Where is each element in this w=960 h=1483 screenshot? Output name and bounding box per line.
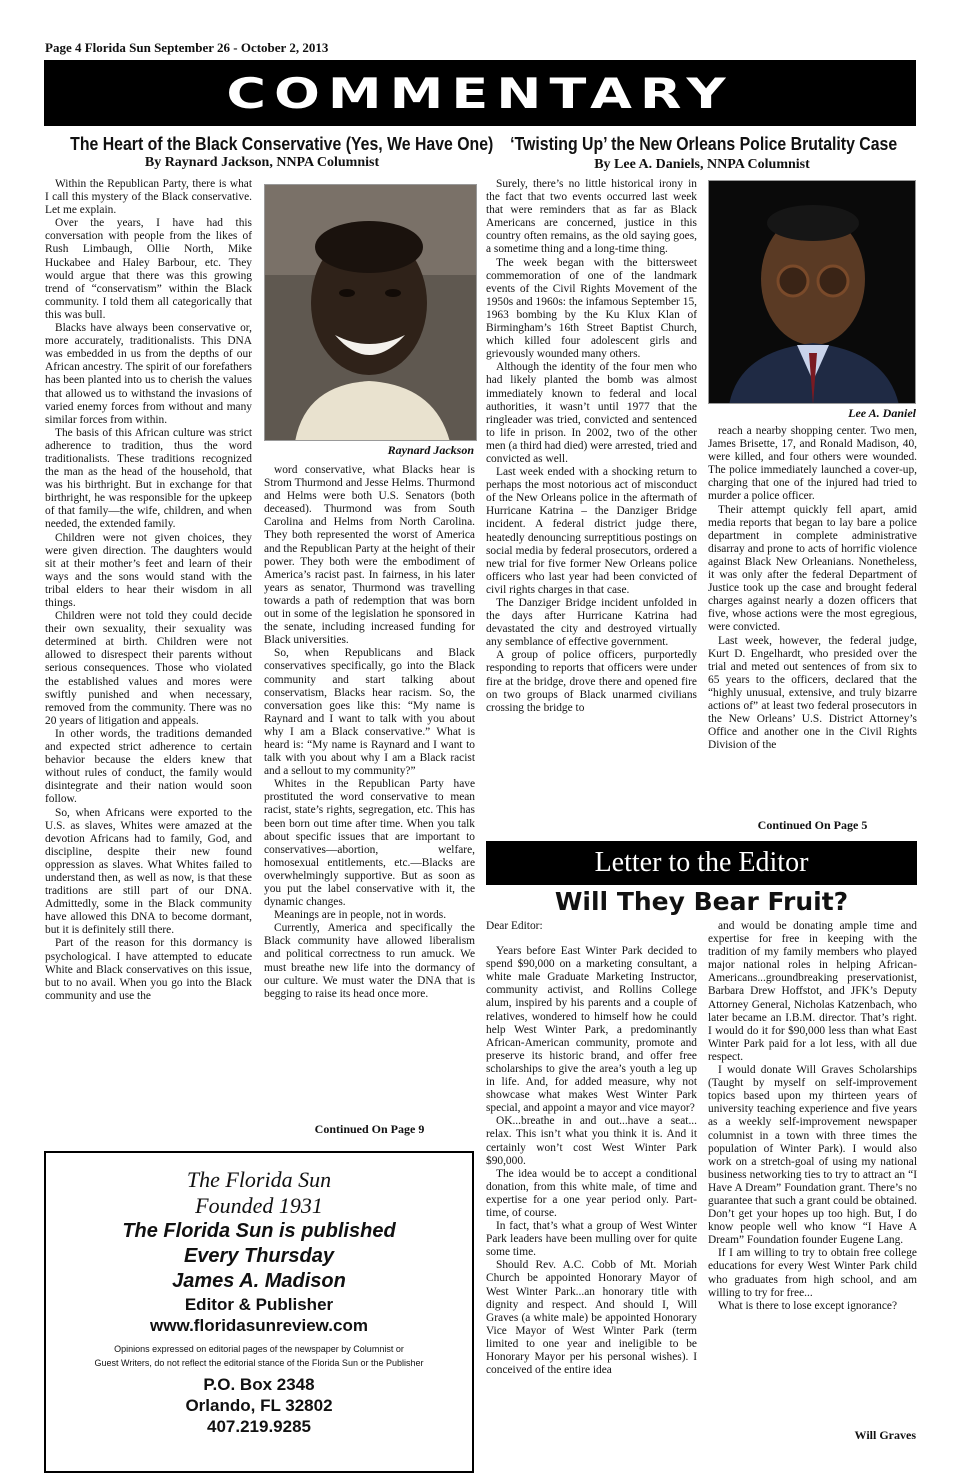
paragraph: Meanings are in people, not in words. <box>274 909 447 922</box>
article1-byline: By Raynard Jackson, NNPA Columnist <box>144 155 380 170</box>
article2-byline: By Lee A. Daniels, NNPA Columnist <box>594 157 810 172</box>
paragraph: Currently, America and specifically the Black community have allowed liberalism and political correctness to run amuck. We must breathe new life into the dormancy of our culture. We must water the DNA that is begging to raise its head once more. <box>264 922 475 1000</box>
paragraph: So, when Africans were exported to the U.S. as slaves, Whites were amazed at the devotion Africans had to family, God, and discipline, despite their new found oppression as slaves. What Whites failed to understand then, as well as now, is that these traditions are still part of our DNA. Admittedly, some in the Black community have allowed this DNA to become dormant, but it is definitely still there. <box>45 806 252 937</box>
masthead-name: The Florida Sun <box>186 1167 332 1192</box>
section-banner-title: COMMENTARY <box>226 68 734 118</box>
masthead-city: Orlando, FL 32802 <box>185 1396 333 1415</box>
paragraph: The idea would be to accept a conditional donation, from this white male, of time and expertise for a one year period only. Part-time, of course. <box>486 1167 697 1219</box>
paragraph: and would be donating ample time and expertise for free in keeping with the tradition of my family members who played major national roles in helping African-Americans...groundbreaking preservationist, Barbara Drew Hoffstot, and JFK’s Deputy Attorney General, Nicholas Katzenbach, who later became an I.B.M. director. That’s right. I would do it for $90,000 less than what East Winter Park paid for a lot less, with all due respect. <box>708 920 917 1063</box>
article1-continued: Continued On Page 9 <box>314 1122 425 1136</box>
section-banner <box>44 60 916 126</box>
masthead-po-box: P.O. Box 2348 <box>203 1375 315 1394</box>
paragraph: word conservative, what Blacks hear is Strom Thurmond and Jesse Helms. Thurmond and Helms were both U.S. Senators (both deceased). Thurmond was from South Carolina and Helms from North Carolina. They both represented the worst of America and the Republican Party at the height of their power. They both were the embodiment of America’s racist past. In fairness, in his later years as senator, Thurmond was travelling towards a path of redemption that was born out in some of the legislation he sponsored in the senate, including increased funding for Black universities. <box>264 464 475 647</box>
paragraph: The basis of this African culture was strict adherence to tradition, thus the word traditionalists. These traditions recognized the man as the head of the household, that was his birthright. But in exchange for that birthright, he was responsible for the upkeep of that family—the wife, children, and when needed, the extended family. <box>45 426 252 531</box>
article2-column2 <box>708 425 917 818</box>
paragraph: reach a nearby shopping center. Two men, James Brisette, 17, and Ronald Madison, 40, were killed, and four others were wounded. The police immediately launched a cover-up, charging that one of the injured had tried to murder a police officer. <box>708 425 917 503</box>
paragraph: Part of the reason for this dormancy is psychological. I have attempted to educate White and Black conservatives on this issue, but to no avail. When you go into the Black community and use the <box>45 937 252 1002</box>
paragraph: OK...breathe in and out...have a seat... relax. This isn’t what you think it is. And it certainly won’t cost West Winter Park $90,000. <box>486 1115 697 1167</box>
article1-column2 <box>264 464 475 1124</box>
letter-signature: Will Graves <box>854 1428 916 1442</box>
page-folio: Page 4 Florida Sun September 26 - October 2, 2013 <box>45 40 329 55</box>
paragraph: Children were not told they could decide their own sexuality, their sexuality was determined at birth. Children were not allowed to disrespect their parents without serious consequences. Those who violated the established values and mores were swiftly punished and when necessary, removed from the community. There was no 20 years of litigation and appeals. <box>45 610 252 727</box>
masthead-published: The Florida Sun is published <box>122 1220 396 1242</box>
letter-title: Will They Bear Fruit? <box>554 887 849 916</box>
paragraph: In other words, the traditions demanded and expected strict adherence to certain behavior because the elders knew that without rules of conduct, the family would disintegrate and their nation would soon follow. <box>45 727 252 806</box>
paragraph: Last week, however, the federal judge, Kurt D. Engelhardt, who presided over the trial and meted out sentences of from six to 65 years to the officers, declared that the “highly unusual, extensive, and truly bizarre actions of” at least two federal prosecutors in the New Orleans’ U.S. District Attorney’s Office and another one in the Civil Rights Division of the <box>708 634 917 752</box>
paragraph: Should Rev. A.C. Cobb of Mt. Moriah Church be appointed Honorary Mayor of West Winter Park...an honorary title with dignity and respect. And should I, Will Graves (a white male) be appointed Honorary Vice Mayor of West Winter Park (term limited to one year and ineligible to be Honorary Mayor per his personal wishes). I conceived of the entire idea <box>486 1259 697 1377</box>
letter-section-title: Letter to the Editor <box>594 847 809 878</box>
letter-salutation: Dear Editor: <box>486 920 543 932</box>
paragraph: Last week ended with a shocking return to perhaps the most notorious act of misconduct of the New Orleans police in the aftermath of Hurricane Katrina – the Danziger Bridge incident. A federal district judge there, heatedly denouncing surreptitious postings on social media by federal prosecutors, ordered a new trial for five former New Orleans police officers who last year had been convicted of civil rights charges in that case. <box>486 466 697 596</box>
masthead-box <box>44 1151 474 1473</box>
paragraph: So, when Republicans and Black conservatives specifically, go into the Black community and start talking about conservatism, Blacks hear racism. So, the conversation goes like this: “My name is Raynard and I want to talk with you about why I am a Black conservative.” What is heard is: “My name is Raynard and I want to talk with you about why I am a Black racist and a sellout to my community?” <box>264 647 475 778</box>
letter-column2 <box>708 920 917 1414</box>
article1-headline: The Heart of the Black Conservative (Yes, We Have One) <box>70 134 494 154</box>
paragraph: What is there to lose except ignorance? <box>718 1299 898 1312</box>
letter-section-bar <box>486 841 917 885</box>
article2-column1 <box>486 178 697 836</box>
paragraph: The Danziger Bridge incident unfolded in the days after Hurricane Katrina had devastated the city and destroyed virtually any semblance of effective government. <box>486 597 697 649</box>
paragraph: If I am willing to try to obtain free college educations for every West Winter Park child who graduates from high school, and am willing to try for free... <box>708 1247 917 1299</box>
lee-a-daniels-photo <box>708 180 916 404</box>
letter-column1-body <box>486 945 697 1377</box>
paragraph: I would donate Will Graves Scholarships (Taught by myself on self-improvement topics based upon my thirteen years of university teaching experience and five years as a weekly self-improvement newspaper columnist in a town with three times the population of Winter Park). I would also work on a stretch-goal of using my national business networking ties to try to attract an “I Have A Dream” Foundation grant. There’s no guarantee that such a grant could be obtained. Don’t get your hopes up too high. But, I do know people well who know “I Have A Dream” Foundation founder Eugene Lang. <box>708 1064 917 1247</box>
masthead-founded: Founded 1931 <box>195 1193 323 1218</box>
article1-column1 <box>45 178 252 1140</box>
masthead-phone: 407.219.9285 <box>207 1417 311 1436</box>
paragraph: Whites in the Republican Party have prostituted the word conservative to mean racist, state’s rights, segregation, etc. This has been born out time after time. When you talk about specific issues that are important to conservatives—abortion, welfare, homosexual entitlements, etc.—Blacks are overwhelmingly supportive. But as soon as you put the label conservative with it, the dynamic changes. <box>264 778 475 909</box>
paragraph: Blacks have always been conservative or, more accurately, traditionalists. This DNA was embedded in us from the depths of our African ancestry. The spirit of our forefathers has been planted into us to cherish the values that allowed us to withstand the invasions of varied enemy forces from without and many similar forces from within. <box>45 322 252 426</box>
letter-column1 <box>486 920 697 1468</box>
paragraph: Within the Republican Party, there is what I call this mystery of the Black conservative. Let me explain. <box>45 178 252 217</box>
masthead-editor-title: Editor & Publisher <box>184 1295 334 1314</box>
masthead-disclaimer-line1: Opinions expressed on editorial pages of the newspaper by Columnist or <box>114 1344 404 1354</box>
lee-a-daniels-caption: Lee A. Daniel <box>848 406 916 420</box>
masthead-editor-name: James A. Madison <box>172 1270 346 1292</box>
masthead-day: Every Thursday <box>183 1245 335 1267</box>
article2-headline: ‘Twisting Up’ the New Orleans Police Brutality Case <box>510 134 898 154</box>
paragraph: Surely, there’s no little historical irony in the fact that two events occurred last week that were reminders that as far as Black Americans are concerned, justice in this country often remains, as the old saying goes, a sometime thing and a long-time thing. <box>486 178 697 256</box>
masthead-disclaimer-line2: Guest Writers, do not reflect the editorial stance of the Florida Sun or the Publisher <box>94 1358 424 1368</box>
article2-continued: Continued On Page 5 <box>757 818 868 832</box>
paragraph: Their attempt quickly fell apart, amid media reports that began to lay bare a police department in complete administrative disarray and prone to acts of horrific violence against Black New Orleanians. Nonetheless, it was only after the federal Department of Justice took up the case and brought federal charges against nearly a dozen officers that five, whose actions were the most egregious, were convicted. <box>708 503 917 634</box>
paragraph: A group of police officers, purportedly responding to reports that officers were under fire at the bridge, drove there and opened fire on two groups of Black unarmed civilians crossing the bridge to <box>486 649 697 714</box>
paragraph: Although the identity of the four men who had likely planted the bomb was almost immediately known to federal and local authorities, it wasn’t until 1977 that the ringleader was tried, convicted and sentenced to life in prison. In 2002, two of the other men (a third had died) were arrested, tried and convicted as well. <box>486 361 697 465</box>
paragraph: Over the years, I have had this conversation with people from the likes of Rush Limbaugh, Ollie North, Mike Huckabee and Haley Barbour, etc. They would argue that there was this growing trend of “conservatism” within the Black community. I told them all categorically that this was bull. <box>45 217 252 321</box>
paragraph: Children were not given choices, they were given direction. The daughters would sit at their mother’s feet and learn of their ways and the sons would stand with the tribal elders to hear their wisdom in all things. <box>45 531 252 609</box>
masthead-website[interactable]: www.floridasunreview.com <box>150 1316 368 1335</box>
paragraph: In fact, that’s what a group of West Winter Park leaders have been mulling over for quite some time. <box>486 1220 697 1259</box>
raynard-jackson-caption: Raynard Jackson <box>387 443 474 457</box>
raynard-jackson-photo <box>264 184 477 441</box>
paragraph: Years before East Winter Park decided to spend $90,000 on a marketing consultant, a white male Graduate Marketing Instructor, community activist, and Rollins College alum, inspired by his parents and a couple of relatives, wondered to himself how he could help West Winter Park, a predominantly African-American community, promote and preserve its historic brand, and offer free scholarships to give the area’s youth a leg up in life. And, for added measure, why not showcase what makes West Winter Park special, and appoint a mayor and vice mayor? <box>486 945 697 1115</box>
paragraph: The week began with the bittersweet commemoration of one of the landmark events of the Civil Rights Movement of the 1950s and 1960s: the infamous September 15, 1963 bombing by the Ku Klux Klan of Birmingham’s 16th Street Baptist Church, which killed four adolescent girls and grievously wounded many others. <box>486 256 697 361</box>
